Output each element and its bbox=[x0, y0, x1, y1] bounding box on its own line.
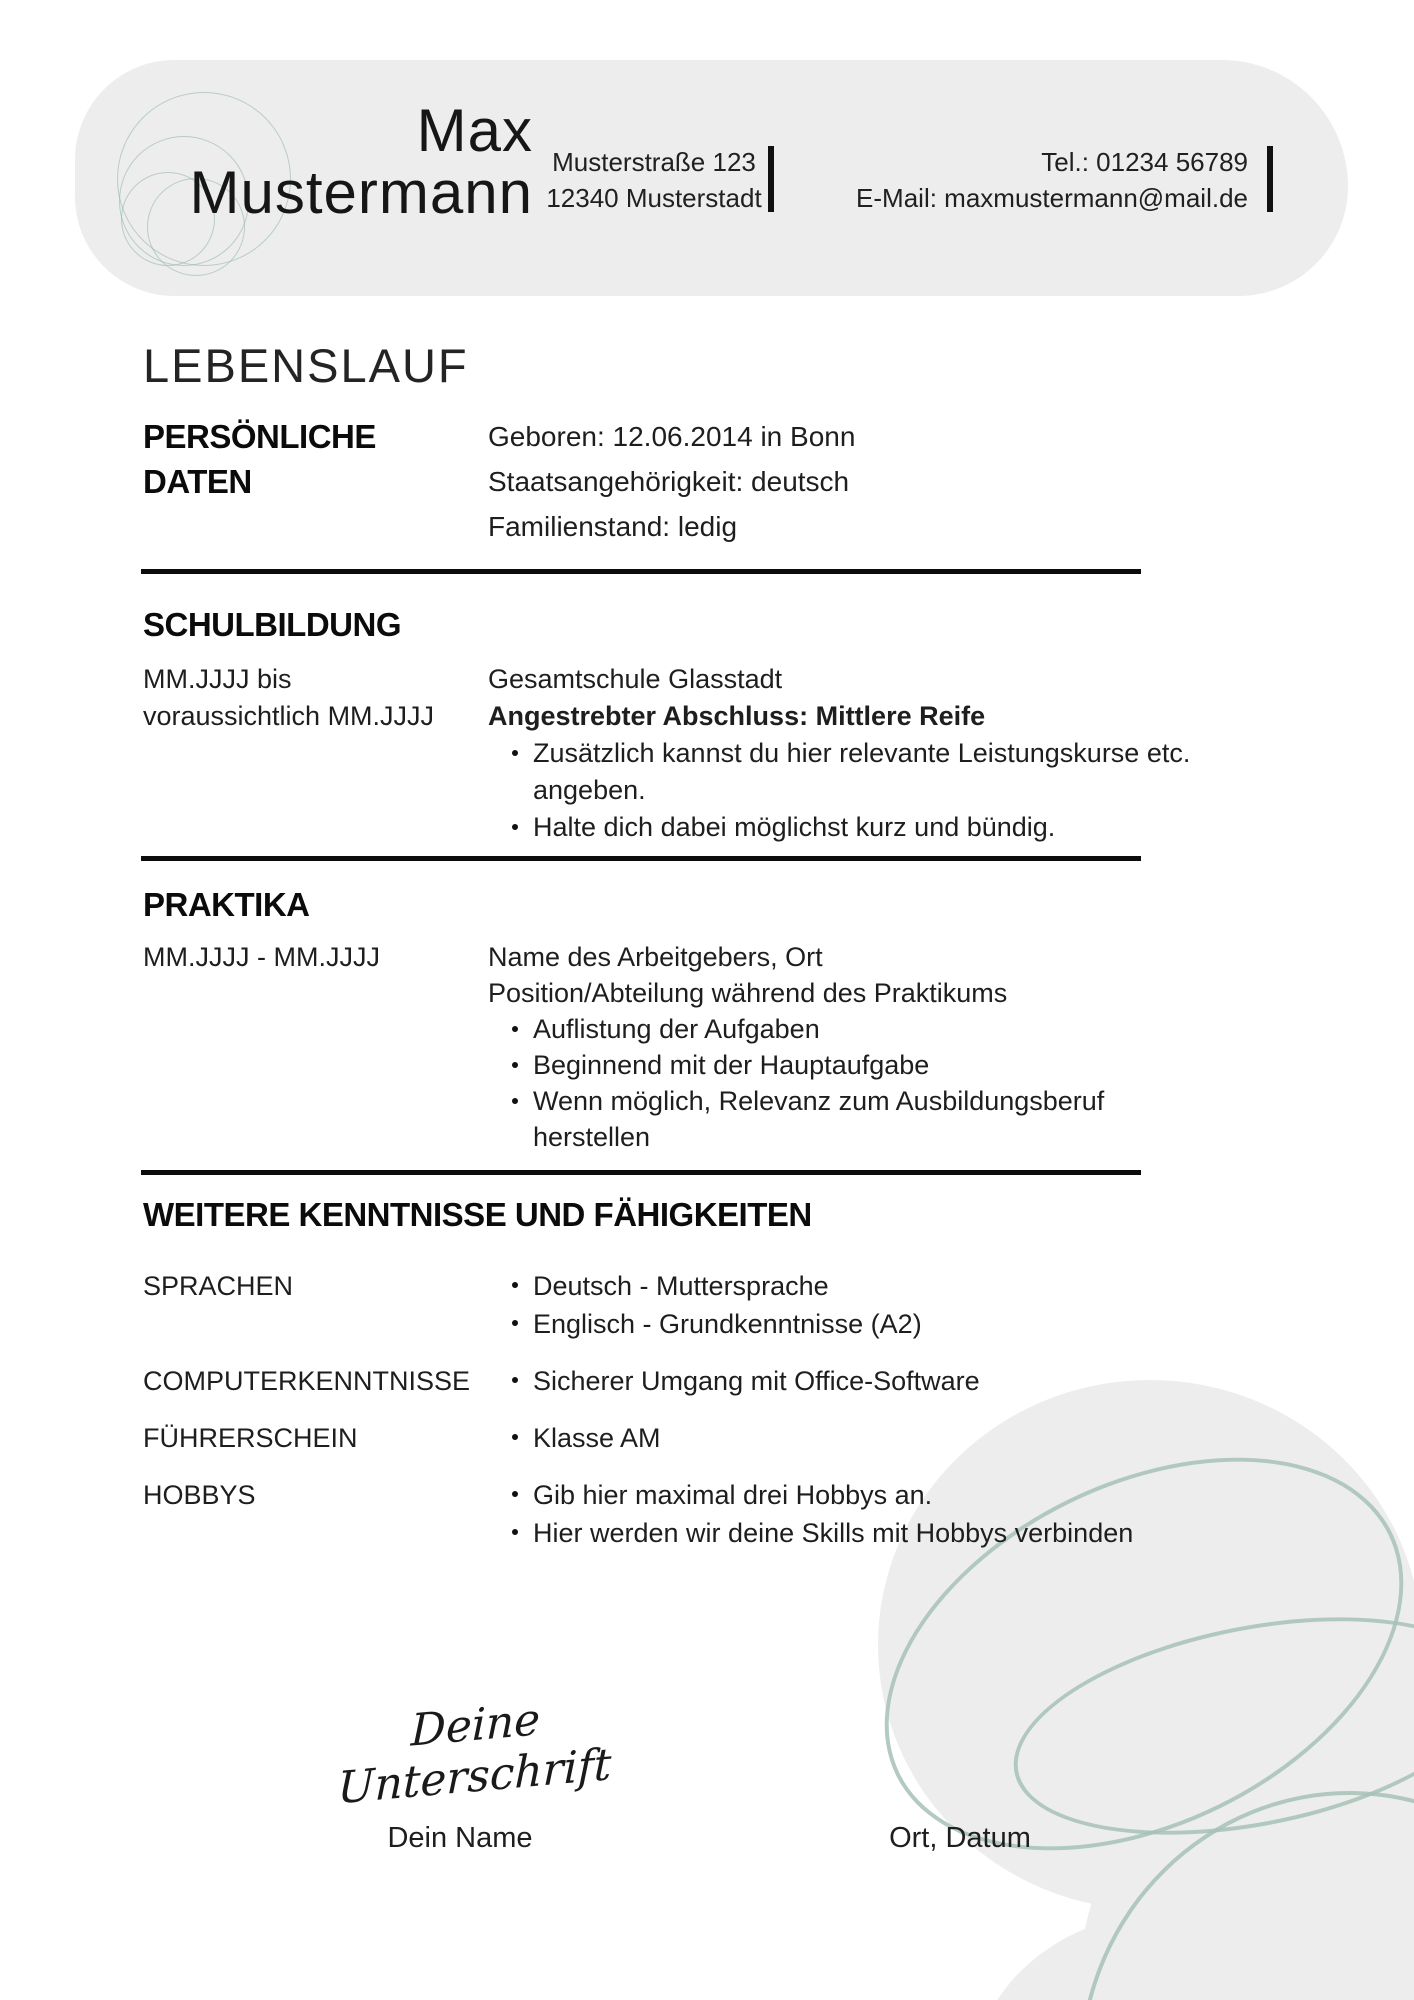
address-city: 12340 Musterstadt bbox=[546, 183, 762, 213]
applicant-first-name: Max bbox=[416, 97, 533, 164]
heading-line: DATEN bbox=[143, 463, 252, 500]
license-bullet-list bbox=[488, 1419, 1208, 1457]
list-item: Hier werden wir deine Skills mit Hobbys verbinden bbox=[488, 1514, 1208, 1552]
section-heading-internships: PRAKTIKA bbox=[143, 886, 310, 923]
page-title: LEBENSLAUF bbox=[143, 339, 469, 392]
birth-line: Geboren: 12.06.2014 in Bonn bbox=[488, 421, 856, 452]
header-banner bbox=[75, 60, 1348, 296]
address-street: Musterstraße 123 bbox=[552, 147, 756, 177]
languages-bullet-list bbox=[488, 1267, 1208, 1343]
computer-bullet-list bbox=[488, 1362, 1208, 1400]
schooling-bullet-list bbox=[488, 735, 1208, 846]
date-line: voraussichtlich MM.JJJJ bbox=[143, 701, 435, 731]
skills-row-label: FÜHRERSCHEIN bbox=[143, 1423, 358, 1453]
employer-name: Name des Arbeitgebers, Ort bbox=[488, 942, 823, 972]
address-block bbox=[543, 144, 765, 216]
schooling-details bbox=[488, 661, 1208, 846]
skills-row-label: HOBBYS bbox=[143, 1480, 256, 1510]
section-heading-skills: WEITERE KENNTNISSE UND FÄHIGKEITEN bbox=[143, 1196, 812, 1233]
skills-row-hobbies bbox=[143, 1476, 1208, 1552]
skills-row-label: COMPUTERKENNTNISSE bbox=[143, 1366, 471, 1396]
signature-place-date-label: Ort, Datum bbox=[889, 1822, 1031, 1854]
section-heading-schooling: SCHULBILDUNG bbox=[143, 606, 401, 643]
contact-block bbox=[818, 144, 1248, 216]
section-divider bbox=[141, 1170, 1141, 1175]
section-skills bbox=[143, 1192, 1208, 1571]
list-item: Englisch - Grundkenntnisse (A2) bbox=[488, 1305, 1208, 1343]
list-item: Zusätzlich kannst du hier relevante Leistungskurse etc. angeben. bbox=[488, 735, 1208, 809]
section-personal-data bbox=[143, 414, 1208, 549]
nationality-line: Staatsangehörigkeit: deutsch bbox=[488, 466, 850, 497]
signature-script: Deine Unterschrift bbox=[337, 1694, 612, 1815]
phone-number: Tel.: 01234 56789 bbox=[1041, 147, 1248, 177]
signature-name-label: Dein Name bbox=[387, 1822, 533, 1854]
section-heading-personal bbox=[143, 414, 488, 549]
section-divider bbox=[141, 569, 1141, 574]
personal-data-values bbox=[488, 414, 1208, 549]
divider-bar bbox=[1267, 146, 1273, 212]
date-line: MM.JJJJ - MM.JJJJ bbox=[143, 942, 380, 972]
list-item: Sicherer Umgang mit Office-Software bbox=[488, 1362, 1208, 1400]
degree-goal: Angestrebter Abschluss: Mittlere Reife bbox=[488, 701, 986, 731]
skills-row-languages bbox=[143, 1267, 1208, 1343]
internship-details bbox=[488, 939, 1208, 1155]
list-item: Gib hier maximal drei Hobbys an. bbox=[488, 1476, 1208, 1514]
heading-line: PERSÖNLICHE bbox=[143, 418, 376, 455]
divider-bar bbox=[768, 146, 774, 212]
list-item: Deutsch - Muttersprache bbox=[488, 1267, 1208, 1305]
position-line: Position/Abteilung während des Praktikums bbox=[488, 978, 1008, 1008]
list-item: Wenn möglich, Relevanz zum Ausbildungsberuf herstellen bbox=[488, 1083, 1208, 1155]
school-name: Gesamtschule Glasstadt bbox=[488, 664, 783, 694]
skills-row-license bbox=[143, 1419, 1208, 1457]
applicant-name bbox=[145, 97, 533, 226]
section-divider bbox=[141, 856, 1141, 861]
email-address: E-Mail: maxmustermann@mail.de bbox=[856, 183, 1248, 213]
date-line: MM.JJJJ bis bbox=[143, 664, 292, 694]
list-item: Beginnend mit der Hauptaufgabe bbox=[488, 1047, 1208, 1083]
internship-dates bbox=[143, 939, 488, 1155]
marital-status-line: Familienstand: ledig bbox=[488, 511, 738, 542]
list-item: Auflistung der Aufgaben bbox=[488, 1011, 1208, 1047]
schooling-dates bbox=[143, 661, 488, 846]
list-item: Halte dich dabei möglichst kurz und bündig. bbox=[488, 809, 1208, 846]
applicant-last-name: Mustermann bbox=[189, 159, 533, 226]
internship-bullet-list bbox=[488, 1011, 1208, 1155]
section-schooling bbox=[143, 602, 1208, 846]
list-item: Klasse AM bbox=[488, 1419, 1208, 1457]
skills-row-computer bbox=[143, 1362, 1208, 1400]
skills-row-label: SPRACHEN bbox=[143, 1271, 294, 1301]
hobbies-bullet-list bbox=[488, 1476, 1208, 1552]
section-internships bbox=[143, 882, 1208, 1155]
